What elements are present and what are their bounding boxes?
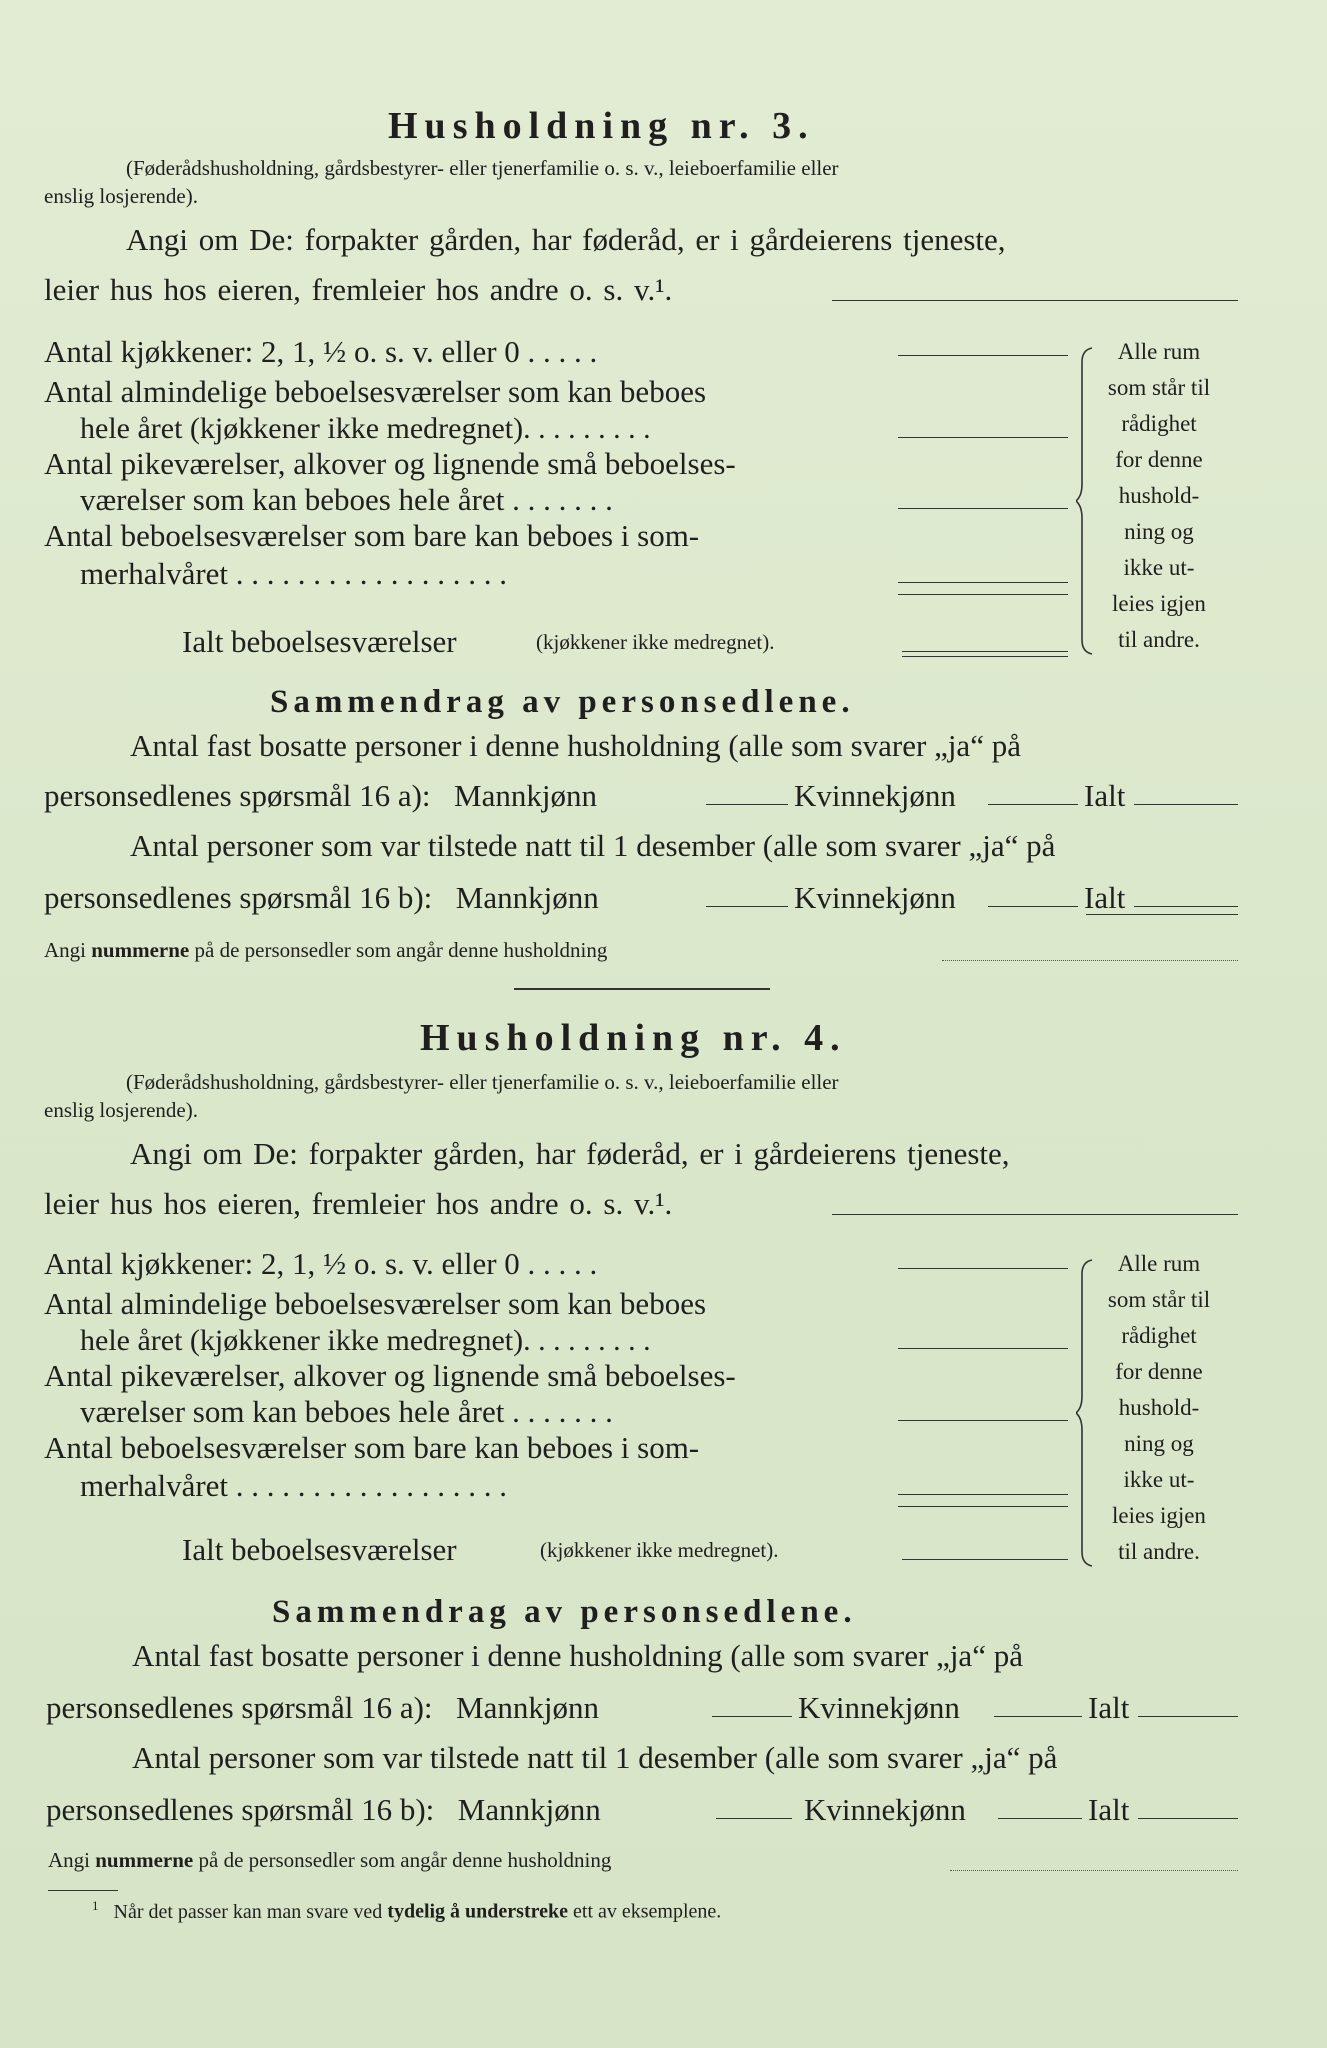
person-numbers-question: Angi nummerne på de personsedler som angår denne husholdning [48,1848,612,1872]
footnote: $^1$ Når det passer kan man svare ved tydelig å understreke ett av eksemplene. [92,1898,722,1923]
total-rooms-note: (kjøkkener ikke medregnet). [536,630,775,654]
small-rooms-question-cont: værelser som kan beboes hele året . . . . . . . [80,482,613,517]
small-rooms-answer-line[interactable] [898,508,1068,509]
present-total-double-rule [1086,914,1238,915]
male-label: Mannkjønn [455,880,599,915]
present-male-answer[interactable] [716,1818,792,1819]
tenure-answer-line[interactable] [832,300,1238,301]
total-label: Ialt [1088,1690,1130,1725]
male-label: Mannkjønn [456,1690,599,1725]
total-rooms-answer-line[interactable] [902,1559,1068,1560]
total-rooms-note: (kjøkkener ikke medregnet). [540,1538,779,1562]
male-label: Mannkjønn [457,1792,601,1827]
total-label: Ialt [1088,1792,1130,1827]
household-type-note: (Føderådshusholdning, gårdsbestyrer- eller tjenerfamilie o. s. v., leieboerfamilie eller [126,1070,839,1094]
summer-rooms-answer-line[interactable] [898,582,1068,583]
resident-total-answer[interactable] [1138,1716,1238,1717]
summer-rooms-question-cont: merhalvåret . . . . . . . . . . . . . . . . . . [80,1468,508,1503]
sum-rule [898,594,1068,595]
female-label: Kvinnekjønn [794,778,956,813]
tenure-question-cont: leier hus hos eieren, fremleier hos andre o. s. v.¹. [44,272,673,307]
resident-female-answer[interactable] [988,804,1078,805]
kitchens-answer-line[interactable] [898,1268,1068,1269]
rooms-answer-line[interactable] [898,1348,1068,1349]
household-type-note: (Føderådshusholdning, gårdsbestyrer- eller tjenerfamilie o. s. v., leieboerfamilie eller [126,156,839,180]
person-numbers-answer[interactable] [942,960,1238,961]
resident-male-answer[interactable] [712,1716,792,1717]
total-rooms-answer-line[interactable] [902,651,1068,652]
household-type-note-cont: enslig losjerende). [44,1098,198,1122]
resident-male-answer[interactable] [706,804,788,805]
rooms-answer-line[interactable] [898,437,1068,438]
summary-title: Sammendrag av personsedlene. [272,1594,857,1630]
side-note: Alle rum som står til rådighet for denne hushold- ning og ikke ut- leies igjen til andre. [1107,1251,1211,1564]
resident-question-cont: personsedlenes spørsmål 16 a): Mannkjønn [46,1690,599,1725]
present-question: Antal personer som var tilstede natt til 1 desember (alle som svarer „ja“ på [130,828,1056,863]
summer-rooms-question: Antal beboelsesværelser som bare kan beboes i som- [44,518,700,553]
resident-female-answer[interactable] [994,1716,1082,1717]
present-total-answer[interactable] [1134,906,1238,907]
total-rooms-label: Ialt beboelsesværelser [182,624,457,659]
total-label: Ialt [1084,778,1126,813]
rooms-question: Antal almindelige beboelsesværelser som kan beboes [44,374,707,409]
person-numbers-answer[interactable] [950,1870,1238,1871]
present-question: Antal personer som var tilstede natt til 1 desember (alle som svarer „ja“ på [132,1740,1058,1775]
rooms-question-cont: hele året (kjøkkener ikke medregnet). . . . . . . . . [80,412,651,445]
tenure-question-cont: leier hus hos eieren, fremleier hos andre o. s. v.¹. [44,1186,673,1221]
female-label: Kvinnekjønn [804,1792,966,1827]
small-rooms-question: Antal pikeværelser, alkover og lignende små beboelses- [44,1358,736,1393]
small-rooms-question: Antal pikeværelser, alkover og lignende små beboelses- [44,446,736,481]
male-label: Mannkjønn [454,778,597,813]
total-rooms-label: Ialt beboelsesværelser [182,1532,457,1567]
resident-total-answer[interactable] [1134,804,1238,805]
household-title: Husholdning nr. 4. [420,1017,847,1059]
footnote-rule [48,1890,118,1891]
household-title: Husholdning nr. 3. [388,105,815,147]
present-question-cont: personsedlenes spørsmål 16 b): Mannkjønn [44,880,599,915]
resident-question: Antal fast bosatte personer i denne husholdning (alle som svarer „ja“ på [132,1638,1023,1673]
kitchens-answer-line[interactable] [898,355,1068,356]
present-female-answer[interactable] [988,906,1078,907]
rooms-question: Antal almindelige beboelsesværelser som kan beboes [44,1286,707,1321]
small-rooms-answer-line[interactable] [898,1420,1068,1421]
total-label: Ialt [1084,880,1126,915]
summer-rooms-question-cont: merhalvåret . . . . . . . . . . . . . . . . . . [80,556,508,591]
person-numbers-question: Angi nummerne på de personsedler som angår denne husholdning [44,938,608,962]
summer-rooms-question: Antal beboelsesværelser som bare kan beboes i som- [44,1430,700,1465]
small-rooms-question-cont: værelser som kan beboes hele året . . . . . . . [80,1394,613,1429]
present-question-cont: personsedlenes spørsmål 16 b): Mannkjønn [46,1792,601,1827]
kitchens-question: Antal kjøkkener: 2, 1, ½ o. s. v. eller 0 . . . . . [44,334,598,369]
resident-question: Antal fast bosatte personer i denne husholdning (alle som svarer „ja“ på [130,728,1021,763]
summer-rooms-answer-line[interactable] [898,1494,1068,1495]
side-note: Alle rum som står til rådighet for denne hushold- ning og ikke ut- leies igjen til andre. [1107,339,1211,652]
household-type-note-cont: enslig losjerende). [44,184,198,208]
tenure-answer-line[interactable] [832,1214,1238,1215]
female-label: Kvinnekjønn [798,1690,960,1725]
tenure-question: Angi om De: forpakter gården, har føderåd, er i gårdeierens tjeneste, [130,1136,1010,1171]
female-label: Kvinnekjønn [794,880,956,915]
rooms-question-cont: hele året (kjøkkener ikke medregnet). . . . . . . . . [80,1324,651,1357]
present-male-answer[interactable] [706,906,788,907]
section-divider [514,988,770,990]
footnote-marker: 1 [92,1898,99,1913]
summary-title: Sammendrag av personsedlene. [270,684,855,720]
total-rooms-double-rule [902,656,1068,657]
present-total-answer[interactable] [1138,1818,1238,1819]
tenure-question: Angi om De: forpakter gården, har føderåd, er i gårdeierens tjeneste, [126,222,1006,257]
resident-question-cont: personsedlenes spørsmål 16 a): Mannkjønn [44,778,597,813]
kitchens-question: Antal kjøkkener: 2, 1, ½ o. s. v. eller 0 . . . . . [44,1246,598,1281]
present-female-answer[interactable] [998,1818,1082,1819]
sum-rule [898,1506,1068,1507]
